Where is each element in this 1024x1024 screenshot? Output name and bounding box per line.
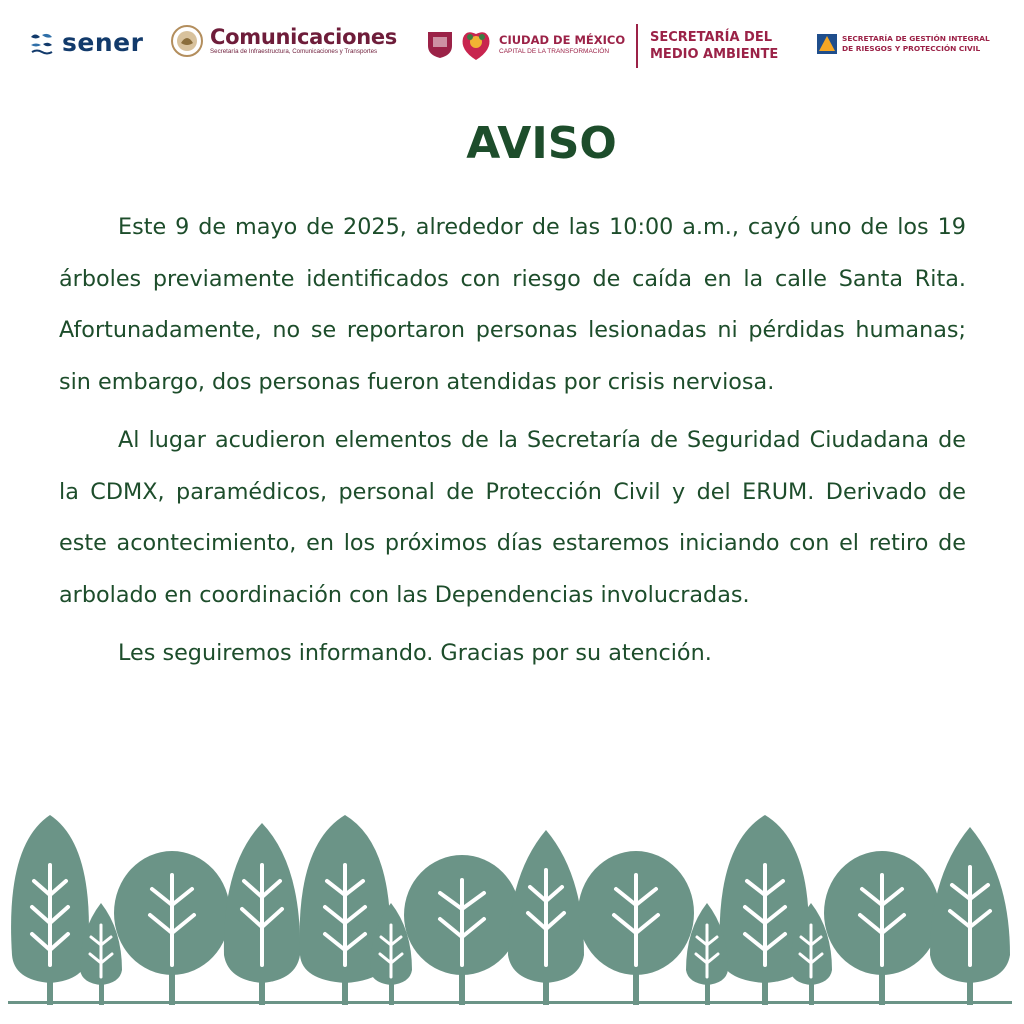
sener-emblem-icon <box>28 29 56 57</box>
sener-logo <box>28 28 143 57</box>
sgirpc-logo <box>817 34 990 54</box>
sgirpc-line-2: DE RIESGOS Y PROTECCIÓN CIVIL <box>842 44 981 53</box>
header-logos <box>0 0 1024 90</box>
notice-paragraph: Les seguiremos informando. Gracias por su atención. <box>118 639 712 666</box>
sener-wordmark: sener <box>62 28 144 57</box>
cdmx-wordmark: CIUDAD DE MÉXICO <box>499 32 626 47</box>
sgirpc-line-1: SECRETARÍA DE GESTIÓN INTEGRAL <box>842 34 990 43</box>
sedema-logo <box>650 29 778 63</box>
notice-body <box>59 202 966 685</box>
cdmx-logo <box>425 24 625 64</box>
cdmx-heart-icon <box>459 24 493 64</box>
tree-illustration <box>0 805 1024 1024</box>
notice-title: AVISO <box>466 118 617 169</box>
comunicaciones-subtitle: Secretaría de Infraestructura, Comunicaciones y Transportes <box>210 48 378 55</box>
cdmx-shield-icon <box>425 29 455 59</box>
sedema-line-1: SECRETARÍA DEL <box>650 30 772 45</box>
logo-separator <box>636 24 638 68</box>
notice-paragraph: Este 9 de mayo de 2025, alrededor de las 10:00 a.m., cayó uno de los 19 árboles previamente identificados con riesgo de caída en la calle Santa Rita. Afortunadamente, no se reportaron personas lesionadas ni pérdidas humanas; sin embargo, dos personas fueron atendidas por crisis nerviosa. <box>59 214 966 396</box>
comunicaciones-logo <box>170 24 397 58</box>
notice-paragraph: Al lugar acudieron elementos de la Secretaría de Seguridad Ciudadana de la CDMX, paramédicos, personal de Protección Civil y del ERUM. Derivado de este acontecimiento, en los próximos días estaremos iniciando con el retiro de arbolado en coordinación con las Dependencias involucradas. <box>59 426 966 608</box>
comunicaciones-wordmark: Comunicaciones <box>210 25 398 49</box>
civil-protection-icon <box>817 34 837 54</box>
cdmx-subtitle: CAPITAL DE LA TRANSFORMACIÓN <box>499 47 610 55</box>
eagle-seal-icon <box>170 24 204 58</box>
sedema-line-2: MEDIO AMBIENTE <box>650 47 779 62</box>
